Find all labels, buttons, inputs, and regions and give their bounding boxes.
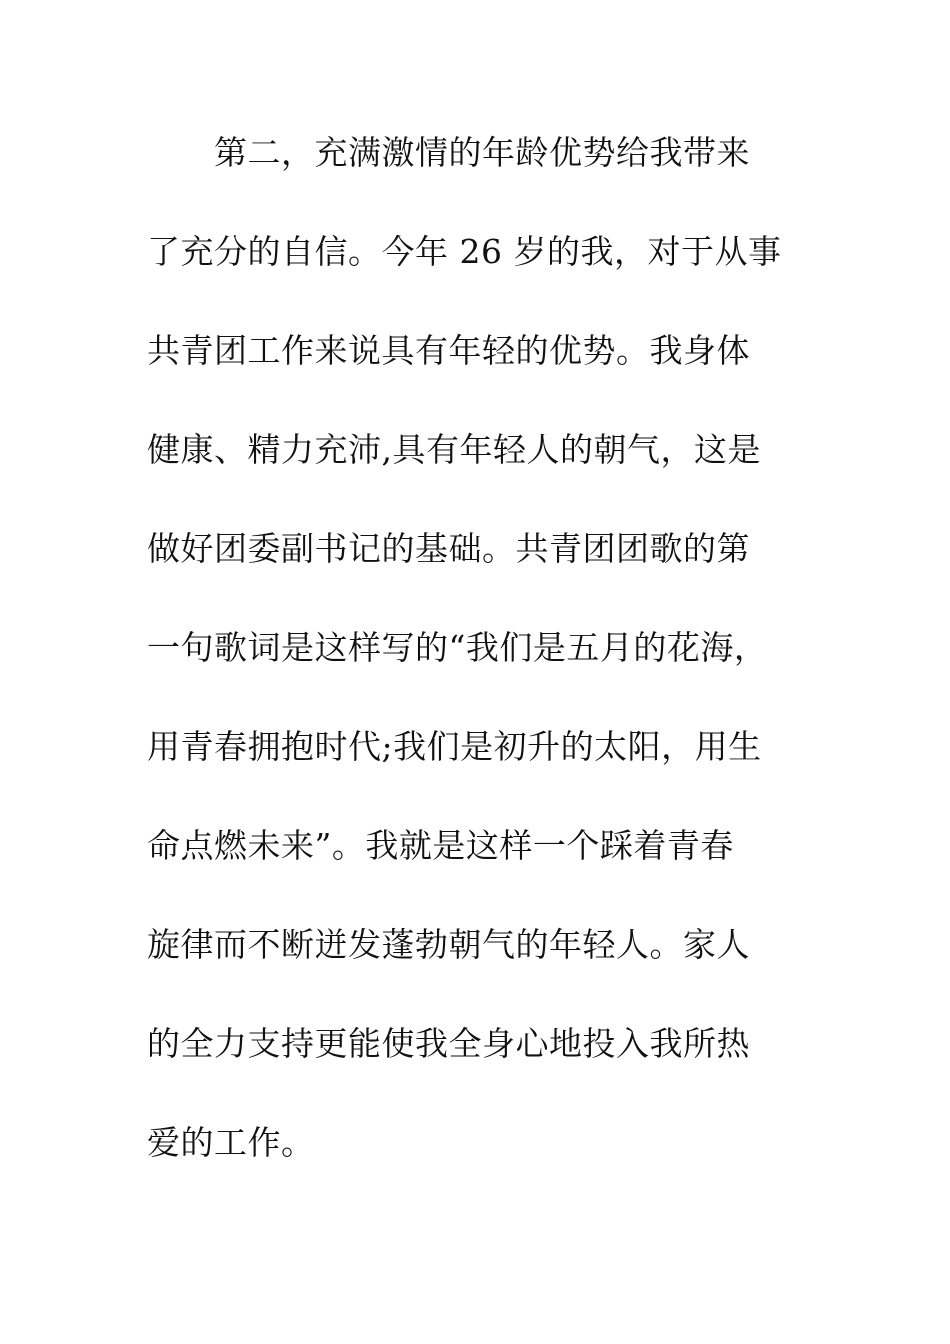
- paragraph-line-11: 爱的工作。: [147, 1123, 315, 1162]
- paragraph-line-9: 旋律而不断迸发蓬勃朝气的年轻人。家人: [147, 925, 750, 964]
- paragraph-line-6: 一句歌词是这样写的“我们是五月的花海，: [147, 628, 768, 667]
- paragraph-line-2: 了充分的自信。今年 26 岁的我，对于从事: [147, 232, 782, 271]
- paragraph-line-3: 共青团工作来说具有年轻的优势。我身体: [147, 331, 750, 370]
- paragraph-line-4: 健康、精力充沛,具有年轻人的朝气，这是: [147, 430, 761, 469]
- paragraph-line-10: 的全力支持更能使我全身心地投入我所热: [147, 1024, 750, 1063]
- paragraph-line-1: 第二，充满激情的年龄优势给我带来: [147, 133, 750, 172]
- paragraph-line-7: 用青春拥抱时代;我们是初升的太阳，用生: [147, 727, 762, 766]
- paragraph-line-8: 命点燃未来”。我就是这样一个踩着青春: [147, 826, 734, 865]
- paragraph-line-5: 做好团委副书记的基础。共青团团歌的第: [147, 529, 750, 568]
